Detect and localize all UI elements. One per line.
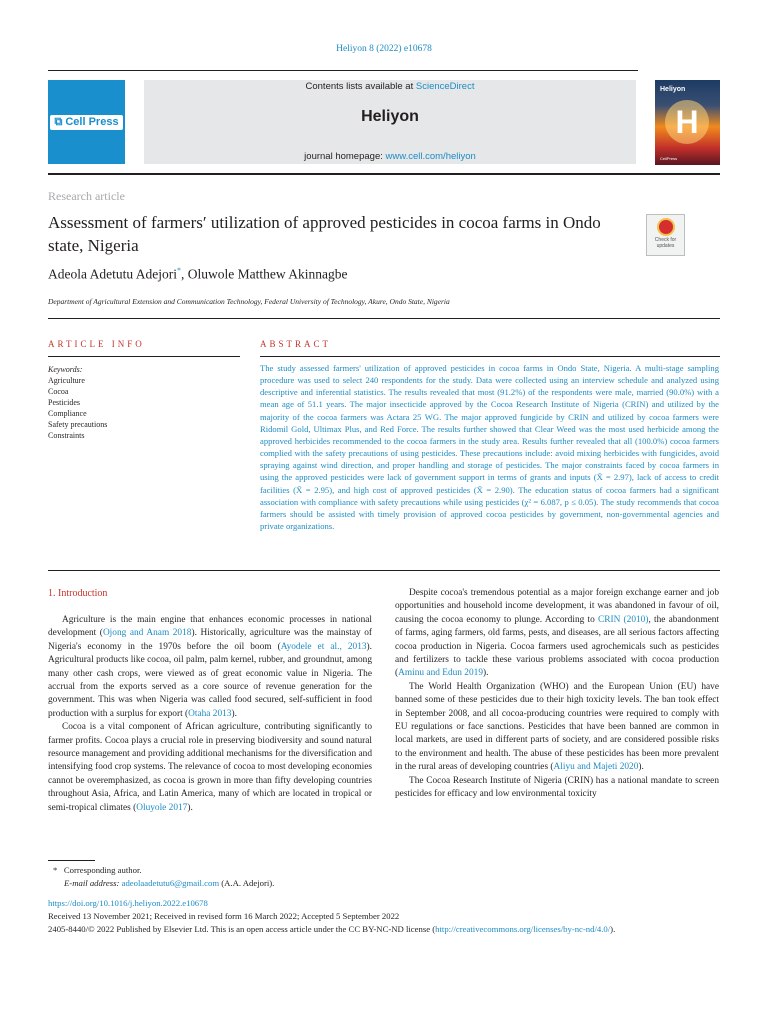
footnote-divider	[48, 860, 95, 861]
text-run: Cocoa is a vital component of African agriculture, contributing significantly to farmer profits. Cocoa plays a crucial role in preserving biodiversity and sound natural resource management and providing additional mechanisms for the diversification and intensifying food crop systems. The relevance of cocoa to most developing economies cannot be overemphasized, as cocoa is grown in more than fifty developing countries throughout Asia, Africa, and Latin America, many of which are located in tropical or semi-tropical climates (	[48, 722, 372, 813]
cellpress-logo[interactable]	[48, 80, 125, 164]
journal-homepage-link[interactable]: www.cell.com/heliyon	[385, 151, 476, 162]
cellpress-badge	[50, 115, 122, 130]
article-info-heading: ARTICLE INFO	[48, 339, 145, 349]
paragraph	[395, 681, 719, 775]
homepage-line	[144, 151, 636, 162]
journal-name: Heliyon	[361, 108, 419, 125]
article-info-divider	[48, 356, 240, 357]
keyword-item: Agriculture	[48, 376, 85, 385]
keyword-item: Compliance	[48, 409, 87, 418]
paragraph	[48, 721, 372, 815]
citation-link[interactable]: Oluyole 2017	[136, 802, 188, 813]
text-run: ). Historically, agriculture was the mainstay of Nigeria's economy in the 1970s before the oil boom (	[48, 628, 372, 652]
keyword-item: Safety precautions	[48, 420, 108, 429]
cover-title: Heliyon	[660, 86, 686, 93]
abstract-bottom-divider	[48, 570, 720, 571]
article-type: Research article	[48, 189, 125, 203]
cellpress-link-icon: ⧉	[54, 115, 66, 128]
keywords-label: Keywords:	[48, 365, 83, 374]
author-list	[48, 266, 347, 283]
citation-link[interactable]: Ojong and Anam 2018	[102, 628, 192, 639]
keyword-item: Cocoa	[48, 387, 69, 396]
text-run: , the abandonment of farms, aging farmers, old farms, pests, and diseases, are all serious factors affecting cocoa production in Nigeria. Cocoa farmers used agrochemicals such as pesticides and fertilizers to tackle these various problems associated with cocoa production (	[395, 614, 720, 679]
keywords-block	[48, 364, 240, 441]
text-run: ).	[231, 708, 237, 719]
doi-link[interactable]: https://doi.org/10.1016/j.heliyon.2022.e10678	[48, 898, 208, 908]
text-run: ). Agricultural products like cocoa, oil palm, palm kernel, rubber, and groundnut, among many other cash crops, were viewed as of great economic value in Nigeria. The accrual from the exports served as a core source of revenue generation for the government. This was when Nigeria was called food secured, self-sufficient in food production with a surplus for export (	[48, 641, 372, 719]
paragraph	[395, 587, 719, 681]
header-divider	[48, 173, 720, 175]
citation-link[interactable]: Ayodele et al., 2013	[280, 641, 367, 652]
cover-footer: CellPress	[660, 156, 678, 161]
corresponding-author-mark[interactable]: *	[176, 266, 181, 275]
contents-prefix: Contents lists available at	[305, 81, 416, 92]
cover-h-logo: H	[665, 100, 709, 144]
title-divider	[48, 318, 720, 319]
email-footnote	[64, 878, 274, 888]
cellpress-logo-label: Cell Press	[65, 115, 119, 128]
homepage-prefix: journal homepage:	[304, 151, 386, 162]
author-1: Adeola Adetutu Adejori	[48, 266, 177, 282]
text-run: ).	[483, 668, 489, 679]
sciencedirect-link[interactable]: ScienceDirect	[415, 81, 475, 92]
paragraph	[48, 614, 372, 721]
paragraph: The Cocoa Research Institute of Nigeria (CRIN) has a national mandate to screen pesticides for efficacy and low environmental toxicity	[395, 775, 719, 800]
keyword-item: Pesticides	[48, 398, 80, 407]
journal-cover-image[interactable]	[655, 80, 720, 165]
license-link[interactable]: http://creativecommons.org/licenses/by-nc-nd/4.0/	[435, 924, 611, 934]
license-text-end: ).	[610, 924, 616, 934]
footnote-mark: *	[53, 865, 58, 875]
journal-reference-link[interactable]: Heliyon 8 (2022) e10678	[336, 44, 432, 54]
top-divider	[48, 70, 638, 71]
citation-link[interactable]: Otaha 2013	[188, 708, 232, 719]
text-run: ).	[187, 802, 193, 813]
author-2: , Oluwole Matthew Akinnagbe	[180, 266, 348, 282]
citation-link[interactable]: CRIN (2010)	[598, 614, 649, 625]
contents-line	[144, 81, 636, 92]
crossmark-icon	[657, 218, 675, 236]
abstract-divider	[260, 356, 720, 357]
email-suffix: (A.A. Adejori).	[219, 878, 275, 888]
body-column-left	[48, 614, 372, 815]
citation-link[interactable]: Aliyu and Majeti 2020	[553, 762, 639, 773]
abstract-heading: ABSTRACT	[260, 339, 332, 349]
abstract-text: The study assessed farmers' utilization of approved pesticides in cocoa farms in Ondo State, Nigeria. A multi-stage sampling procedure was used to select 240 respondents for the study. Data were collected using an interview schedule and analyzed using descriptive and inferential statistics. The results revealed that most (91.2%) of the respondents were male, married (90.0%) with a mean age of 51.1 years. The major insecticide approved by the Cocoa Research Institute of Nigeria (CRIN) and utilized by the majority of the cocoa farmers was Actara 25 WG. The major approved fungicide by CRIN and utilized by cocoa farmers were Ridomil Gold, Ultimax Plus, and Red Force. The results further showed that Clear Weed was the most used herbicide among the approved herbicides recommended to the cocoa farmers in the study area. Results further revealed that all (100.0%) cocoa farmers complied with the safety precautions of using pesticides. These precautions include: avoid mixing herbicides with fungicides, avoid spraying against wind direction, and proper handling and storage of pesticides. The major constraints faced by cocoa farmers in using the approved pesticides were lack of government support in terms of grants and inputs (X̄ = 2.97), lack of access to credit facilities (X̄ = 2.95), and high cost of approved pesticides (X̄ = 2.90). The education status of cocoa farmers had a significant association with compliance with safety precautions while using pesticides (χ² = 6.087, p ≤ 0.05). The study recommends that cocoa farmers should be assisted with timely provision of approved cocoa pesticides by government, non-governmental agencies and private organizations.	[260, 363, 719, 532]
introduction-heading: 1. Introduction	[48, 588, 108, 599]
body-column-right	[395, 587, 719, 802]
text-run: ).	[638, 762, 644, 773]
article-title: Assessment of farmers′ utilization of approved pesticides in cocoa farms in Ondo state, Nigeria	[48, 213, 601, 255]
text-run: Despite cocoa's tremendous potential as a major foreign exchange earner and job opportunities and household income development, it was abandoned in favour of oil, causing the cocoa economy to plunge. According to	[395, 588, 719, 625]
email-link[interactable]: adeolaadetutu6@gmail.com	[121, 878, 220, 888]
citation-link[interactable]: Aminu and Edun 2019	[398, 668, 483, 679]
footnote-text: Corresponding author.	[63, 865, 142, 875]
check-for-updates-badge[interactable]	[646, 214, 685, 256]
text-run: The World Health Organization (WHO) and the European Union (EU) have banned some of these pesticides due to their high toxicity levels. The ban took effect in September 2008, and all cocoa-producing countries were required to comply with EU regulations or face sanctions. Pesticides that have been banned are common in local markets, are used in different parts of society, and are considered possible risks to the environment and health. The abuse of these pesticides has been more prevalent in the rural areas of developing countries (	[395, 681, 719, 773]
text-run: Agriculture is the main engine that enhances economic processes in national development (	[48, 615, 372, 639]
check-for-updates-label: Check for updates	[654, 237, 677, 249]
affiliation: Department of Agricultural Extension and Communication Technology, Federal University of Technology, Akure, Ondo State, Nigeria	[48, 297, 450, 306]
keyword-item: Constraints	[48, 431, 85, 440]
license-text: 2405-8440/© 2022 Published by Elsevier Ltd. This is an open access article under the CC BY-NC-ND license (	[48, 924, 436, 934]
email-label: E-mail address:	[64, 878, 122, 888]
license-line	[48, 924, 615, 934]
corresponding-author-footnote	[53, 865, 142, 875]
received-dates: Received 13 November 2021; Received in revised form 16 March 2022; Accepted 5 September 2022	[48, 911, 400, 921]
